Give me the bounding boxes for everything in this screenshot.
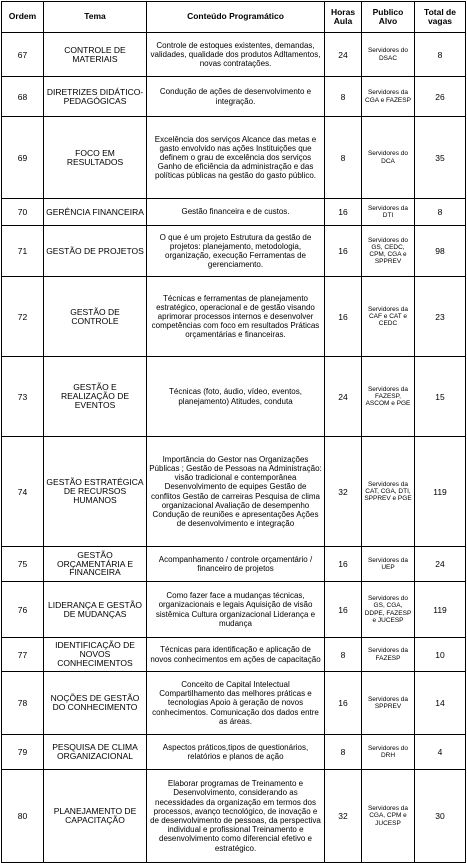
cell-vagas: 4: [415, 735, 466, 770]
table-row: [2, 672, 466, 735]
cell-ordem: 67: [2, 33, 44, 77]
cell-ordem: 72: [2, 277, 44, 357]
cell-horas: 24: [325, 33, 362, 77]
cell-ordem: 70: [2, 199, 44, 226]
table-row: [2, 547, 466, 582]
cell-publico: Servidores do GS, CEDC, CPM, CGA e SPPREV: [362, 226, 415, 277]
cell-vagas: 98: [415, 226, 466, 277]
table-row: [2, 437, 466, 547]
cell-vagas: 15: [415, 357, 466, 437]
cell-tema: GESTÃO ORÇAMENTÁRIA E FINANCEIRA: [44, 547, 147, 582]
cell-vagas: 8: [415, 199, 466, 226]
cell-ordem: 73: [2, 357, 44, 437]
cell-publico: Servidores da UEP: [362, 547, 415, 582]
cell-tema: GESTÃO ESTRATÉGICA DE RECURSOS HUMANOS: [44, 437, 147, 547]
table-row: [2, 735, 466, 770]
cell-conteudo: Como fazer face a mudanças técnicas, organizacionais e legais Aquisição de visão sistêmica Cultura organizacional Liderança e mudança: [147, 582, 325, 638]
header-publico: Publico Alvo: [362, 2, 415, 33]
cell-horas: 16: [325, 199, 362, 226]
cell-horas: 16: [325, 277, 362, 357]
cell-vagas: 14: [415, 672, 466, 735]
table-row: [2, 199, 466, 226]
cell-conteudo: Acompanhamento / controle orçamentário / financeiro de projetos: [147, 547, 325, 582]
cell-ordem: 69: [2, 117, 44, 199]
cell-publico: Servidores da CGA e FAZESP: [362, 77, 415, 117]
cell-horas: 32: [325, 770, 362, 863]
cell-horas: 8: [325, 77, 362, 117]
cell-conteudo: Técnicas e ferramentas de planejamento estratégico, operacional e de gestão visando aprimorar processos internos e desenvolver competências com foco em resultados Práticas orçamentárias e financeiras.: [147, 277, 325, 357]
table-row: [2, 77, 466, 117]
cell-vagas: 23: [415, 277, 466, 357]
table-row: [2, 117, 466, 199]
header-ordem: Ordem: [2, 2, 44, 33]
table-header-row: [2, 2, 466, 33]
cell-tema: CONTROLE DE MATERIAIS: [44, 33, 147, 77]
table-row: [2, 638, 466, 672]
cell-tema: GERÊNCIA FINANCEIRA: [44, 199, 147, 226]
cell-tema: GESTÃO DE PROJETOS: [44, 226, 147, 277]
table-row: [2, 770, 466, 863]
cell-ordem: 75: [2, 547, 44, 582]
cell-tema: NOÇÕES DE GESTÃO DO CONHECIMENTO: [44, 672, 147, 735]
header-vagas: Total de vagas: [415, 2, 466, 33]
cell-conteudo: Controle de estoques existentes, demandas, validades, qualidade dos produtos Adltamentos, novas contratações.: [147, 33, 325, 77]
cell-conteudo: Condução de ações de desenvolvimento e integração.: [147, 77, 325, 117]
cell-conteudo: Técnicas para identificação e aplicação de novos conhecimentos em ações de capacitação: [147, 638, 325, 672]
header-horas: Horas Aula: [325, 2, 362, 33]
cell-conteudo: Gestão financeira e de custos.: [147, 199, 325, 226]
cell-vagas: 10: [415, 638, 466, 672]
cell-publico: Servidores da CAF e CAT e CEDC: [362, 277, 415, 357]
cell-ordem: 68: [2, 77, 44, 117]
cell-ordem: 77: [2, 638, 44, 672]
cell-tema: PLANEJAMENTO DE CAPACITAÇÃO: [44, 770, 147, 863]
cell-publico: Servidores da CGA, CPM e JUCESP: [362, 770, 415, 863]
cell-publico: Servidores da DTI: [362, 199, 415, 226]
cell-ordem: 76: [2, 582, 44, 638]
cell-horas: 32: [325, 437, 362, 547]
training-table: [1, 1, 466, 863]
cell-conteudo: Técnicas (foto, áudio, vídeo, eventos, planejamento) Atitudes, conduta: [147, 357, 325, 437]
cell-horas: 8: [325, 735, 362, 770]
cell-tema: PESQUISA DE CLIMA ORGANIZACIONAL: [44, 735, 147, 770]
table-row: [2, 582, 466, 638]
cell-tema: DIRETRIZES DIDÁTICO-PEDAGÓGICAS: [44, 77, 147, 117]
cell-ordem: 80: [2, 770, 44, 863]
cell-vagas: 119: [415, 437, 466, 547]
table-row: [2, 357, 466, 437]
cell-publico: Servidores do DRH: [362, 735, 415, 770]
cell-publico: Servidores da FAZESP, ASCOM e PGE: [362, 357, 415, 437]
cell-ordem: 71: [2, 226, 44, 277]
cell-conteudo: Conceito de Capital Intelectual Compartilhamento das melhores práticas e tecnologias Apoio à geração de novos conhecimentos. Comunicação dos dados entre as áreas.: [147, 672, 325, 735]
cell-ordem: 74: [2, 437, 44, 547]
cell-tema: GESTÃO E REALIZAÇÃO DE EVENTOS: [44, 357, 147, 437]
cell-horas: 16: [325, 547, 362, 582]
cell-vagas: 8: [415, 33, 466, 77]
cell-ordem: 79: [2, 735, 44, 770]
cell-conteudo: Elaborar programas de Treinamento e Desenvolvimento, considerando as necessidades da organização em termos dos processos, avanço tecnológico, de inovação e de desenvolvimento de pessoas, da perspectiva individual e profissional Treinamento e desenvolvimento como diferencial efetivo e estratégico.: [147, 770, 325, 863]
cell-vagas: 26: [415, 77, 466, 117]
cell-horas: 24: [325, 357, 362, 437]
header-tema: Tema: [44, 2, 147, 33]
cell-publico: Servidores da CAT, CGA, DTI, SPPREV e PGE: [362, 437, 415, 547]
cell-horas: 8: [325, 117, 362, 199]
cell-vagas: 119: [415, 582, 466, 638]
cell-publico: Servidores do DSAC: [362, 33, 415, 77]
cell-tema: IDENTIFICAÇÃO DE NOVOS CONHECIMENTOS: [44, 638, 147, 672]
cell-conteudo: Aspectos práticos,tipos de questionários, relatórios e planos de ação: [147, 735, 325, 770]
cell-ordem: 78: [2, 672, 44, 735]
table-row: [2, 277, 466, 357]
cell-vagas: 24: [415, 547, 466, 582]
header-conteudo: Conteúdo Programático: [147, 2, 325, 33]
cell-publico: Servidores do GS, CGA, DDPE, FAZESP e JUCESP: [362, 582, 415, 638]
cell-tema: FOCO EM RESULTADOS: [44, 117, 147, 199]
table-row: [2, 226, 466, 277]
cell-publico: Servidores da FAZESP: [362, 638, 415, 672]
cell-vagas: 35: [415, 117, 466, 199]
cell-horas: 16: [325, 672, 362, 735]
cell-publico: Servidores da SPPREV: [362, 672, 415, 735]
cell-publico: Servidores do DCA: [362, 117, 415, 199]
cell-horas: 16: [325, 582, 362, 638]
cell-horas: 8: [325, 638, 362, 672]
cell-conteudo: O que é um projeto Estrutura da gestão de projetos: planejamento, metodologia, organização, execução Ferramentas de gerenciamento.: [147, 226, 325, 277]
cell-tema: GESTÃO DE CONTROLE: [44, 277, 147, 357]
cell-tema: LIDERANÇA E GESTÃO DE MUDANÇAS: [44, 582, 147, 638]
cell-vagas: 30: [415, 770, 466, 863]
cell-horas: 16: [325, 226, 362, 277]
table-row: [2, 33, 466, 77]
cell-conteudo: Importância do Gestor nas Organizações Públicas ; Gestão de Pessoas na Administração: visão tradicional e contemporânea Desenvolvimento de equipes Gestão de conflitos Gestão de carreiras Pesquisa de clima organizacional Avaliação de desempenho Condução de reuniões e apresentações Ações de desenvolvimento e integração: [147, 437, 325, 547]
cell-conteudo: Excelência dos serviços Alcance das metas e gasto envolvido nas ações Instituições que definem o grau de excelência dos serviços Ganho de eficiência da administração e das políticas públicas na gestão do gasto público.: [147, 117, 325, 199]
